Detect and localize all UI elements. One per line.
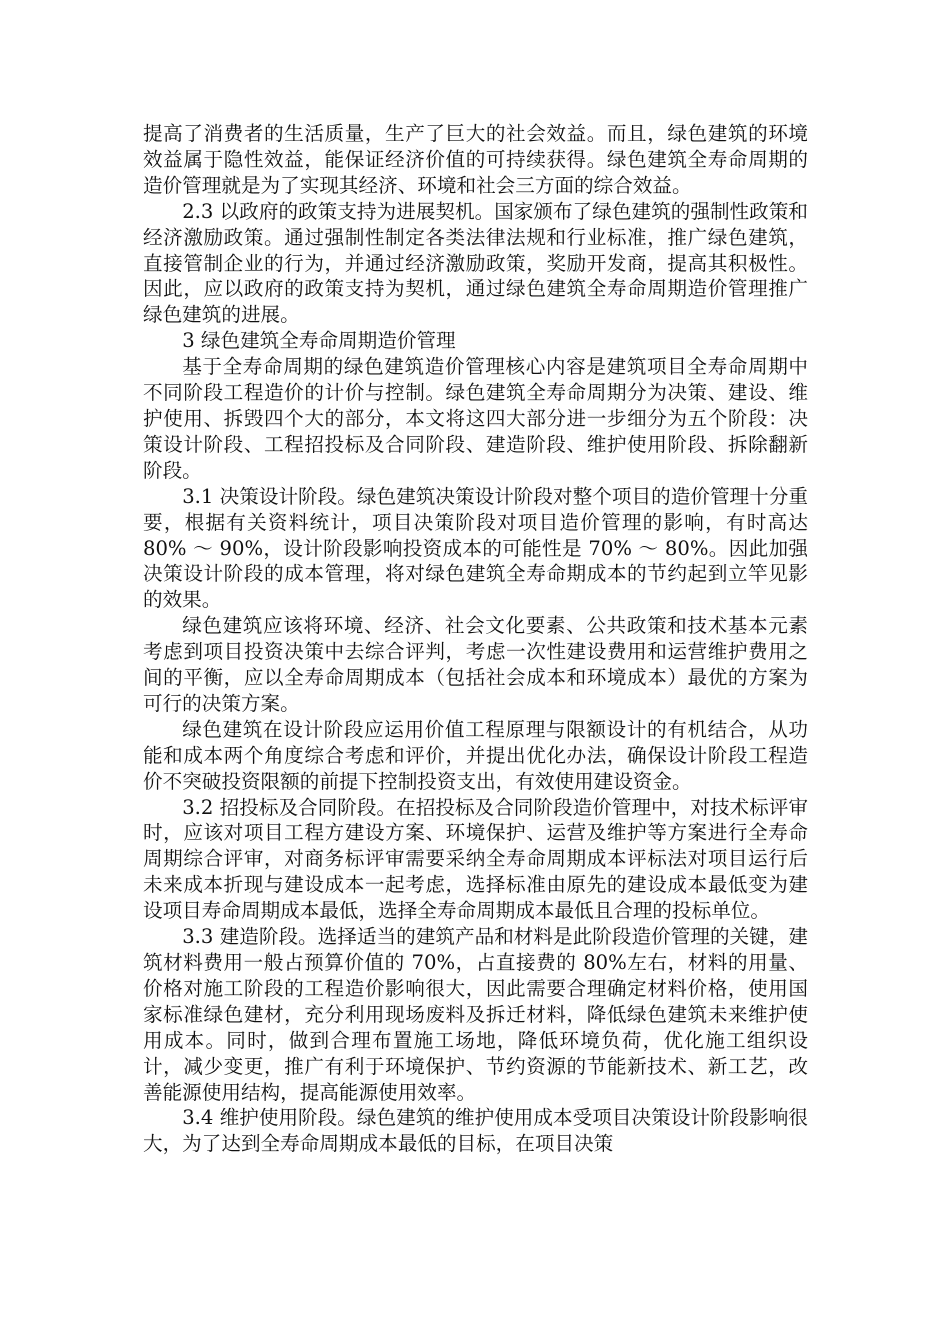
paragraph-4: 基于全寿命周期的绿色建筑造价管理核心内容是建筑项目全寿命周期中不同阶段工程造价的计价与控制。绿色建筑全寿命周期分为决策、建设、维护使用、拆毁四个大的部分，本文将这四大部分进一步细分为五个阶段：决策设计阶段、工程招投标及合同阶段、建造阶段、维护使用阶段、拆除翻新阶段。	[143, 355, 808, 482]
paragraph-8: 3.2 招投标及合同阶段。在招投标及合同阶段造价管理中，对技术标评审时，应该对项目工程方建设方案、环境保护、运营及维护等方案进行全寿命周期综合评审，对商务标评审需要采纳全寿命周期成本评标法对项目运行后未来成本折现与建设成本一起考虑，选择标准由原先的建设成本最低变为建设项目寿命周期成本最低，选择全寿命周期成本最低且合理的投标单位。	[143, 795, 808, 923]
paragraph-9: 3.3 建造阶段。选择适当的建筑产品和材料是此阶段造价管理的关键，建筑材料费用一般占预算价值的 70%，占直接费的 80%左右，材料的用量、价格对施工阶段的工程造价影响很大，因此需要合理确定材料价格，使用国家标准绿色建材，充分利用现场废料及拆迁材料，降低绿色建筑未来维护使用成本。同时，做到合理布置施工场地，降低环境负荷，优化施工组织设计，减少变更，推广有利于环境保护、节约资源的节能新技术、新工艺，改善能源使用结构，提高能源使用效率。	[143, 925, 808, 1104]
paragraph-1: 提高了消费者的生活质量，生产了巨大的社会效益。而且，绿色建筑的环境效益属于隐性效益，能保证经济价值的可持续获得。绿色建筑全寿命周期的造价管理就是为了实现其经济、环境和社会三方面的综合效益。	[143, 122, 808, 197]
document-page	[143, 121, 808, 1157]
paragraph-5: 3.1 决策设计阶段。绿色建筑决策设计阶段对整个项目的造价管理十分重要，根据有关资料统计，项目决策阶段对项目造价管理的影响，有时高达 80% ～ 90%，设计阶段影响投资成本的可能性是 70% ～ 80%。因此加强决策设计阶段的成本管理，将对绿色建筑全寿命期成本的节约起到立竿见影的效果。	[143, 484, 808, 612]
paragraph-7: 绿色建筑在设计阶段应运用价值工程原理与限额设计的有机结合，从功能和成本两个角度综合考虑和评价，并提出优化办法，确保设计阶段工程造价不突破投资限额的前提下控制投资支出，有效使用建设资金。	[143, 717, 808, 793]
section-heading-3: 3 绿色建筑全寿命周期造价管理	[182, 329, 456, 353]
paragraph-6: 绿色建筑应该将环境、经济、社会文化要素、公共政策和技术基本元素考虑到项目投资决策中去综合评判，考虑一次性建设费用和运营维护费用之间的平衡，应以全寿命周期成本（包括社会成本和环境成本）最优的方案为可行的决策方案。	[143, 614, 808, 715]
paragraph-2: 2.3 以政府的政策支持为进展契机。国家颁布了绿色建筑的强制性政策和经济激励政策。通过强制性制定各类法律法规和行业标准，推广绿色建筑，直接管制企业的行为，并通过经济激励政策，奖励开发商，提高其积极性。因此，应以政府的政策支持为契机，通过绿色建筑全寿命周期造价管理推广绿色建筑的进展。	[143, 199, 808, 327]
paragraph-10: 3.4 维护使用阶段。绿色建筑的维护使用成本受项目决策设计阶段影响很大，为了达到全寿命周期成本最低的目标，在项目决策	[143, 1106, 808, 1156]
